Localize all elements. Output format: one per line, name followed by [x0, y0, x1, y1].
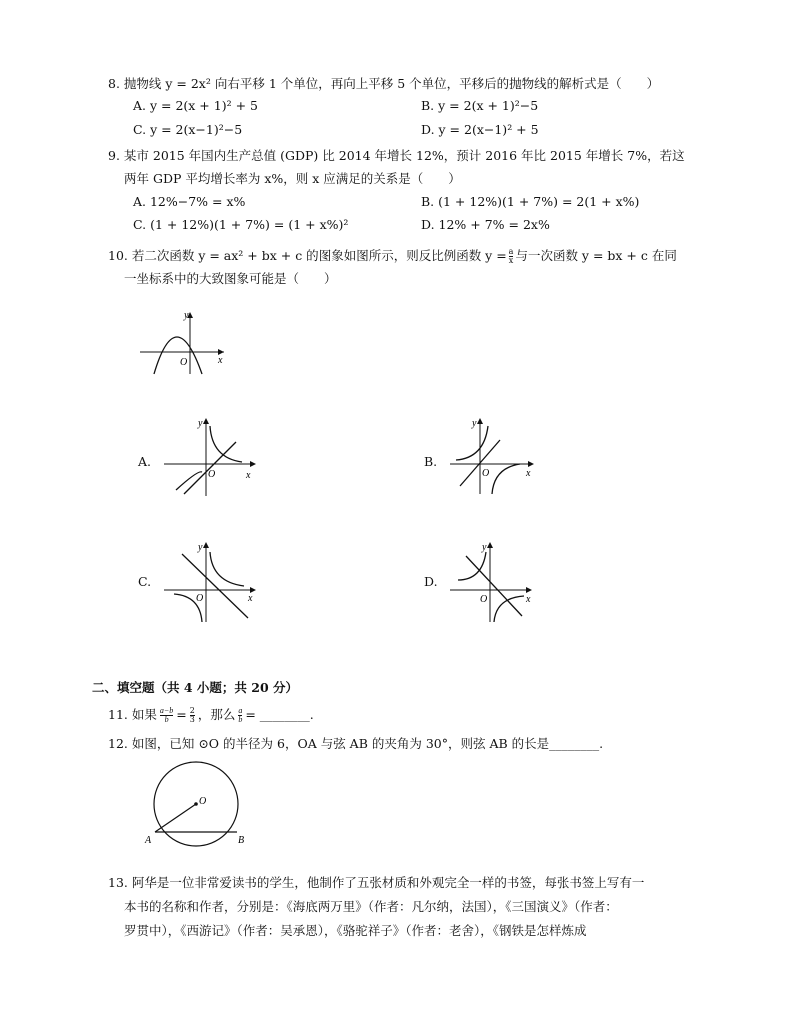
q10-parabola-graph [136, 308, 236, 380]
q11-frac2-den: 3 [189, 715, 195, 724]
q9-stem-line2: 两年 GDP 平均增长率为 x%，则 x 应满足的关系是（ ） [124, 171, 461, 186]
q13-line1: 13. 阿华是一位非常爱读书的学生，他制作了五张材质和外观完全一样的书签，每张书签上写有一 [108, 875, 645, 890]
q11-prefix: 11. 如果 [108, 707, 157, 722]
hyperbola-branch-1 [210, 552, 244, 586]
linear-function-line [184, 442, 236, 494]
y-label: y [198, 418, 203, 429]
y-axis-arrow-icon [203, 542, 209, 548]
q8-option-d: D. y = 2(x−1)² + 5 [421, 122, 539, 137]
label-o: O [199, 796, 207, 807]
origin-label: O [180, 357, 188, 368]
hyperbola-branch-2 [176, 472, 202, 490]
q9-stem-line1: 9. 某市 2015 年国内生产总值 (GDP) 比 2014 年增长 12%，预计 2016 年比 2015 年增长 7%，若这 [108, 148, 685, 163]
q8-option-c: C. y = 2(x−1)²−5 [133, 122, 243, 137]
x-axis-arrow-icon [526, 587, 532, 593]
linear-function-line [182, 554, 248, 618]
q11-suffix: = ________. [245, 707, 314, 722]
q10-stem-part1: 10. 若二次函数 y = ax² + bx + c 的图象如图所示，则反比例函数 y = [108, 248, 507, 263]
q12-circle-figure [138, 760, 262, 848]
y-axis-arrow-icon [487, 542, 493, 548]
q11-frac1-den: b [164, 715, 169, 724]
q11-fraction-3 [238, 707, 242, 724]
x-label: x [218, 355, 223, 366]
q13-line3: 罗贯中），《西游记》（作者：吴承恩），《骆驼祥子》（作者：老舍），《钢铁是怎样炼成 [124, 923, 587, 938]
q9-option-d: D. 12% + 7% = 2x% [421, 217, 550, 232]
origin-label: O [196, 593, 204, 604]
q11-fraction-1 [160, 707, 173, 724]
section-2-title: 二、填空题（共 4 小题；共 20 分） [92, 680, 299, 695]
q11-mid: ，那么 [197, 707, 236, 722]
hyperbola-branch-1 [456, 426, 488, 460]
q11-fraction-2 [190, 707, 195, 724]
hyperbola-branch-1 [210, 426, 242, 462]
x-axis-arrow-icon [528, 461, 534, 467]
q10-frac-num: a [508, 247, 514, 256]
y-label: y [198, 542, 203, 553]
y-label: y [472, 418, 477, 429]
parabola-curve [154, 337, 202, 374]
q11-line [108, 705, 314, 725]
x-label: x [526, 468, 531, 479]
q10-stem-line2: 一坐标系中的大致图象可能是（ ） [124, 271, 337, 286]
q9-option-a: A. 12%−7% = x% [133, 194, 246, 209]
origin-label: O [480, 594, 488, 605]
q10-option-c-graph [160, 538, 264, 626]
q9-option-b: B. (1 + 12%)(1 + 7%) = 2(1 + x%) [421, 194, 640, 209]
x-axis-arrow-icon [250, 461, 256, 467]
hyperbola-branch-2 [494, 596, 524, 622]
origin-label: O [208, 469, 216, 480]
hyperbola-branch-1 [458, 552, 486, 580]
radius-oa [155, 804, 196, 832]
q10-option-b-graph [446, 414, 550, 498]
q10-option-a-graph [160, 414, 264, 498]
hyperbola-branch-2 [492, 464, 520, 494]
x-label: x [526, 594, 531, 605]
y-label: y [184, 310, 189, 321]
x-label: x [248, 593, 253, 604]
q11-frac3-den: b [238, 715, 243, 724]
q8-option-b: B. y = 2(x + 1)²−5 [421, 98, 539, 113]
x-label: x [246, 470, 251, 481]
q8-option-a: A. y = 2(x + 1)² + 5 [133, 98, 258, 113]
q13-line2: 本书的名称和作者，分别是：《海底两万里》（作者：凡尔纳，法国），《三国演义》（作者： [124, 899, 618, 914]
q11-frac2-num: 2 [189, 706, 195, 715]
q10-fraction [509, 248, 514, 265]
y-axis-arrow-icon [477, 418, 483, 424]
q10-option-a-label: A. [138, 454, 152, 469]
linear-function-line [466, 556, 522, 616]
q8-stem: 8. 抛物线 y = 2x² 向右平移 1 个单位，再向上平移 5 个单位，平移后的抛物线的解析式是（ ） [108, 76, 660, 91]
q11-frac3-num: a [238, 706, 243, 715]
q11-frac1-num: a−b [159, 706, 174, 715]
q10-option-d-label: D. [424, 574, 438, 589]
origin-label: O [482, 468, 490, 479]
q9-option-c: C. (1 + 12%)(1 + 7%) = (1 + x%)² [133, 217, 349, 232]
q10-stem-part2: 与一次函数 y = bx + c 在同 [515, 248, 677, 263]
center-point [194, 802, 198, 806]
q10-option-d-graph [446, 538, 550, 626]
q10-stem-line1 [108, 248, 677, 265]
q11-equals: = [176, 707, 187, 722]
label-b: B [238, 835, 245, 846]
label-a: A [145, 835, 152, 846]
y-axis-arrow-icon [203, 418, 209, 424]
q10-frac-den: x [508, 256, 514, 265]
q10-option-c-label: C. [138, 574, 152, 589]
q12-stem: 12. 如图，已知 ⊙O 的半径为 6，OA 与弦 AB 的夹角为 30°，则弦 AB 的长是________. [108, 736, 604, 751]
y-label: y [482, 542, 487, 553]
q10-option-b-label: B. [424, 454, 438, 469]
